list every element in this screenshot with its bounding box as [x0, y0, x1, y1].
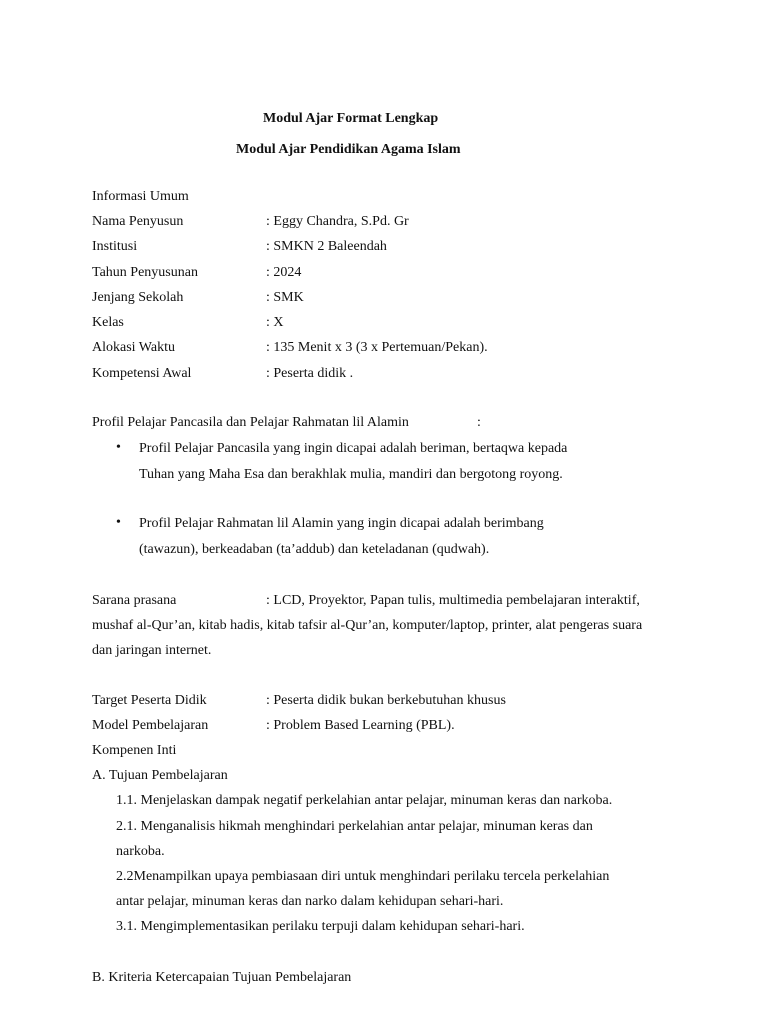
info-value-kompetensi: : Peserta didik . [266, 366, 354, 381]
profil-bullet-1-line-1: Profil Pelajar Pancasila yang ingin dicapai adalah beriman, bertaqwa kepada [139, 441, 568, 456]
tujuan-line-5: antar pelajar, minuman keras dan narko dalam kehidupan sehari-hari. [116, 894, 504, 909]
profil-heading-colon: : [477, 415, 481, 430]
info-label-kelas: Kelas [92, 315, 124, 330]
info-label-institusi: Institusi [92, 239, 138, 254]
info-value-alokasi: : 135 Menit x 3 (3 x Pertemuan/Pekan). [266, 340, 488, 355]
info-value-institusi: : SMKN 2 Baleendah [266, 239, 387, 254]
info-label-jenjang: Jenjang Sekolah [92, 290, 184, 305]
target-label: Target Peserta Didik [92, 693, 207, 708]
profil-bullet-2-line-2: (tawazun), berkeadaban (ta’addub) dan keteladanan (qudwah). [139, 542, 490, 557]
info-value-jenjang: : SMK [266, 290, 304, 305]
model-label: Model Pembelajaran [92, 718, 209, 733]
tujuan-line-3: narkoba. [116, 844, 165, 859]
bullet-icon: • [116, 440, 121, 455]
profil-heading: Profil Pelajar Pancasila dan Pelajar Rahmatan lil Alamin [92, 415, 409, 430]
info-value-nama: : Eggy Chandra, S.Pd. Gr [266, 214, 409, 229]
info-value-tahun: : 2024 [266, 265, 302, 280]
sarana-line-2: mushaf al-Qur’an, kitab hadis, kitab tafsir al-Qur’an, komputer/laptop, printer, alat pengeras suara [92, 618, 643, 633]
target-value: : Peserta didik bukan berkebutuhan khusus [266, 693, 506, 708]
info-label-kompetensi: Kompetensi Awal [92, 366, 192, 381]
profil-bullet-1-line-2: Tuhan yang Maha Esa dan berakhlak mulia, mandiri dan bergotong royong. [139, 467, 563, 482]
sarana-line-3: dan jaringan internet. [92, 643, 212, 658]
kriteria-heading: B. Kriteria Ketercapaian Tujuan Pembelajaran [92, 970, 352, 985]
document-subtitle: Modul Ajar Pendidikan Agama Islam [236, 142, 461, 157]
sarana-label: Sarana prasana [92, 593, 177, 608]
info-value-kelas: : X [266, 315, 284, 330]
informasi-umum-heading: Informasi Umum [92, 189, 189, 204]
info-label-tahun: Tahun Penyusunan [92, 265, 198, 280]
model-value: : Problem Based Learning (PBL). [266, 718, 455, 733]
info-label-nama: Nama Penyusun [92, 214, 184, 229]
profil-bullet-2-line-1: Profil Pelajar Rahmatan lil Alamin yang ingin dicapai adalah berimbang [139, 516, 544, 531]
document-title: Modul Ajar Format Lengkap [263, 111, 439, 126]
bullet-icon: • [116, 515, 121, 530]
tujuan-line-6: 3.1. Mengimplementasikan perilaku terpuji dalam kehidupan sehari-hari. [116, 919, 525, 934]
tujuan-line-4: 2.2Menampilkan upaya pembiasaan diri untuk menghindari perilaku tercela perkelahian [116, 869, 610, 884]
tujuan-line-1: 1.1. Menjelaskan dampak negatif perkelahian antar pelajar, minuman keras dan narkoba. [116, 793, 613, 808]
info-label-alokasi: Alokasi Waktu [92, 340, 175, 355]
tujuan-heading: A. Tujuan Pembelajaran [92, 768, 228, 783]
sarana-line-1: : LCD, Proyektor, Papan tulis, multimedia pembelajaran interaktif, [266, 593, 640, 608]
komponen-inti-heading: Kompenen Inti [92, 743, 177, 758]
tujuan-line-2: 2.1. Menganalisis hikmah menghindari perkelahian antar pelajar, minuman keras dan [116, 819, 593, 834]
